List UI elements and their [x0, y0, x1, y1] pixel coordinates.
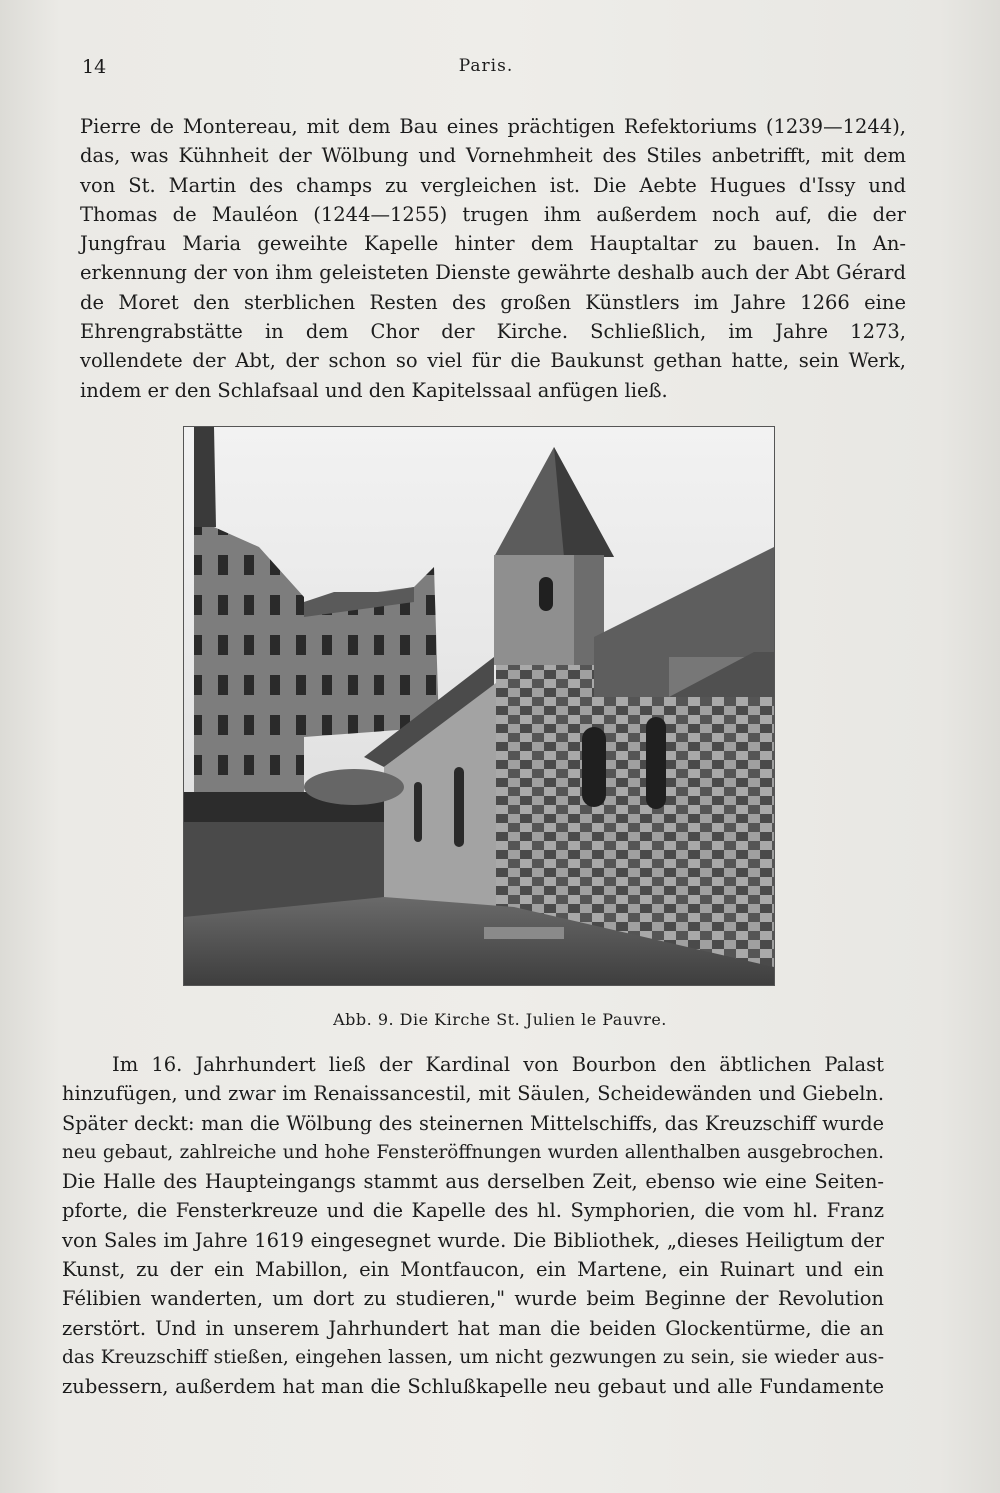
- church-photograph: [183, 426, 775, 986]
- church-illustration: [184, 427, 774, 985]
- text-line: das Kreuzschiff stießen, eingehen lassen, um nicht gezwungen zu sein, sie wieder aus-: [62, 1346, 884, 1368]
- text-line: von Sales im Jahre 1619 eingesegnet wurde. Die Bibliothek, „dieses Heiligtum der: [62, 1228, 884, 1252]
- text-line: Jungfrau Maria geweihte Kapelle hinter dem Hauptaltar zu bauen. In An-: [80, 232, 906, 256]
- text-line: de Moret den sterblichen Resten des großen Künstlers im Jahre 1266 eine: [80, 290, 906, 314]
- text-line: von St. Martin des champs zu vergleichen ist. Die Aebte Hugues d'Issy und: [80, 173, 906, 197]
- text-line: Kunst, zu der ein Mabillon, ein Montfaucon, ein Martene, ein Ruinart und ein: [62, 1258, 884, 1282]
- text-line: zerstört. Und in unserem Jahrhundert hat man die beiden Glockentürme, die an: [62, 1316, 884, 1340]
- text-line: pforte, die Fensterkreuze und die Kapelle des hl. Symphorien, die vom hl. Franz: [62, 1199, 884, 1223]
- text-line: das, was Kühnheit der Wölbung und Vornehmheit des Stiles anbetrifft, mit dem: [80, 144, 906, 168]
- text-line: indem er den Schlafsaal und den Kapitelssaal anfügen ließ.: [80, 378, 668, 402]
- text-line: Später deckt: man die Wölbung des steinernen Mittelschiffs, das Kreuzschiff wurde: [62, 1111, 884, 1135]
- page-header: [82, 56, 890, 86]
- text-line: erkennung der von ihm geleisteten Dienste gewährte deshalb auch der Abt Gérard: [80, 261, 906, 285]
- paragraph-1: [80, 112, 906, 405]
- text-line: Félibien wanderten, um dort zu studieren," wurde beim Beginne der Revolution: [62, 1287, 884, 1311]
- running-title: Paris.: [458, 56, 514, 76]
- text-line: Thomas de Mauléon (1244—1255) trugen ihm außerdem noch auf, die der: [80, 202, 906, 226]
- paragraph-2: [62, 1050, 884, 1402]
- figure-caption: Abb. 9. Die Kirche St. Julien le Pauvre.: [333, 1010, 667, 1029]
- text-line: neu gebaut, zahlreiche und hohe Fensteröffnungen wurden allenthalben ausgebrochen.: [62, 1141, 884, 1163]
- text-line: vollendete der Abt, der schon so viel für die Baukunst gethan hatte, sein Werk,: [80, 349, 906, 373]
- text-line: Die Halle des Haupteingangs stammt aus derselben Zeit, ebenso wie eine Seiten-: [62, 1170, 884, 1194]
- page-number: 14: [82, 56, 107, 78]
- text-line: Ehrengrabstätte in dem Chor der Kirche. Schließlich, im Jahre 1273,: [80, 320, 906, 344]
- text-line: Im 16. Jahrhundert ließ der Kardinal von Bourbon den äbtlichen Palast: [112, 1053, 884, 1076]
- text-line: hinzufügen, und zwar im Renaissancestil, mit Säulen, Scheidewänden und Giebeln.: [62, 1082, 884, 1106]
- text-line: Pierre de Montereau, mit dem Bau eines prächtigen Refektoriums (1239—1244),: [80, 115, 906, 138]
- text-line: zubessern, außerdem hat man die Schlußkapelle neu gebaut und alle Fundamente: [62, 1375, 884, 1399]
